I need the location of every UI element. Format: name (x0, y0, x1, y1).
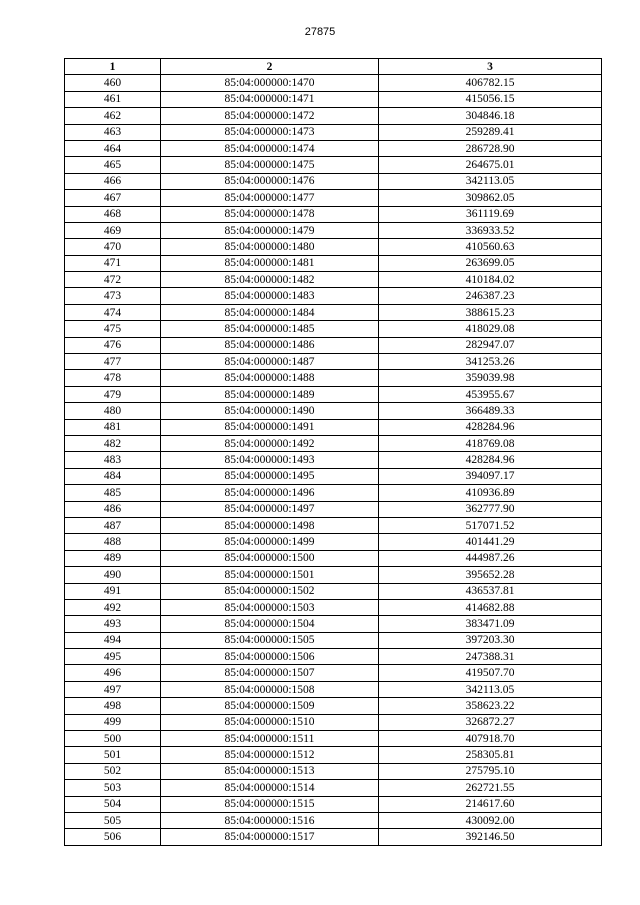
row-number-cell: 481 (65, 419, 161, 435)
table-row (65, 665, 602, 681)
table-row (65, 304, 602, 320)
cadastral-number-cell: 85:04:000000:1501 (161, 567, 379, 583)
table-row (65, 812, 602, 828)
value-cell: 361119.69 (379, 206, 602, 222)
row-number-cell: 462 (65, 108, 161, 124)
table-row (65, 501, 602, 517)
row-number-cell: 480 (65, 403, 161, 419)
cadastral-number-cell: 85:04:000000:1502 (161, 583, 379, 599)
row-number-cell: 496 (65, 665, 161, 681)
row-number-cell: 495 (65, 649, 161, 665)
table-row (65, 796, 602, 812)
value-cell: 418029.08 (379, 321, 602, 337)
page-number: 27875 (304, 26, 336, 38)
row-number-cell: 490 (65, 567, 161, 583)
cadastral-number-cell: 85:04:000000:1488 (161, 370, 379, 386)
row-number-cell: 467 (65, 190, 161, 206)
table-row (65, 75, 602, 91)
row-number-cell: 478 (65, 370, 161, 386)
column-header-3: 3 (379, 59, 602, 75)
row-number-cell: 469 (65, 222, 161, 238)
cadastral-number-cell: 85:04:000000:1515 (161, 796, 379, 812)
cadastral-number-cell: 85:04:000000:1492 (161, 435, 379, 451)
value-cell: 358623.22 (379, 698, 602, 714)
cadastral-number-cell: 85:04:000000:1470 (161, 75, 379, 91)
row-number-cell: 484 (65, 468, 161, 484)
cadastral-number-cell: 85:04:000000:1472 (161, 108, 379, 124)
cadastral-number-cell: 85:04:000000:1489 (161, 386, 379, 402)
data-table (64, 58, 602, 846)
value-cell: 214617.60 (379, 796, 602, 812)
table-row (65, 567, 602, 583)
row-number-cell: 476 (65, 337, 161, 353)
table-row (65, 157, 602, 173)
value-cell: 401441.29 (379, 534, 602, 550)
value-cell: 392146.50 (379, 829, 602, 845)
row-number-cell: 487 (65, 517, 161, 533)
row-number-cell: 461 (65, 91, 161, 107)
value-cell: 415056.15 (379, 91, 602, 107)
cadastral-number-cell: 85:04:000000:1486 (161, 337, 379, 353)
row-number-cell: 475 (65, 321, 161, 337)
row-number-cell: 491 (65, 583, 161, 599)
value-cell: 286728.90 (379, 140, 602, 156)
cadastral-number-cell: 85:04:000000:1506 (161, 649, 379, 665)
cadastral-number-cell: 85:04:000000:1514 (161, 780, 379, 796)
value-cell: 406782.15 (379, 75, 602, 91)
table-row (65, 288, 602, 304)
cadastral-number-cell: 85:04:000000:1483 (161, 288, 379, 304)
cadastral-number-cell: 85:04:000000:1498 (161, 517, 379, 533)
row-number-cell: 460 (65, 75, 161, 91)
value-cell: 410936.89 (379, 485, 602, 501)
value-cell: 436537.81 (379, 583, 602, 599)
cadastral-number-cell: 85:04:000000:1491 (161, 419, 379, 435)
table-row (65, 190, 602, 206)
cadastral-number-cell: 85:04:000000:1471 (161, 91, 379, 107)
value-cell: 282947.07 (379, 337, 602, 353)
cadastral-number-cell: 85:04:000000:1495 (161, 468, 379, 484)
table-row (65, 419, 602, 435)
table-row (65, 173, 602, 189)
row-number-cell: 463 (65, 124, 161, 140)
table-row (65, 583, 602, 599)
value-cell: 259289.41 (379, 124, 602, 140)
cadastral-number-cell: 85:04:000000:1509 (161, 698, 379, 714)
cadastral-number-cell: 85:04:000000:1475 (161, 157, 379, 173)
table-row (65, 354, 602, 370)
cadastral-number-cell: 85:04:000000:1516 (161, 812, 379, 828)
table-row (65, 534, 602, 550)
cadastral-number-cell: 85:04:000000:1481 (161, 255, 379, 271)
table-row (65, 386, 602, 402)
table-row (65, 124, 602, 140)
cadastral-number-cell: 85:04:000000:1510 (161, 714, 379, 730)
row-number-cell: 464 (65, 140, 161, 156)
value-cell: 410184.02 (379, 272, 602, 288)
row-number-cell: 470 (65, 239, 161, 255)
table-row (65, 698, 602, 714)
value-cell: 395652.28 (379, 567, 602, 583)
value-cell: 336933.52 (379, 222, 602, 238)
value-cell: 342113.05 (379, 173, 602, 189)
table-row (65, 632, 602, 648)
table-row (65, 140, 602, 156)
value-cell: 366489.33 (379, 403, 602, 419)
value-cell: 444987.26 (379, 550, 602, 566)
row-number-cell: 499 (65, 714, 161, 730)
row-number-cell: 477 (65, 354, 161, 370)
table-row (65, 272, 602, 288)
row-number-cell: 468 (65, 206, 161, 222)
table-row (65, 222, 602, 238)
value-cell: 309862.05 (379, 190, 602, 206)
cadastral-number-cell: 85:04:000000:1480 (161, 239, 379, 255)
row-number-cell: 506 (65, 829, 161, 845)
table-row (65, 714, 602, 730)
value-cell: 246387.23 (379, 288, 602, 304)
cadastral-number-cell: 85:04:000000:1487 (161, 354, 379, 370)
value-cell: 342113.05 (379, 681, 602, 697)
table-header-row (65, 59, 602, 75)
cadastral-number-cell: 85:04:000000:1485 (161, 321, 379, 337)
table-row (65, 485, 602, 501)
value-cell: 517071.52 (379, 517, 602, 533)
row-number-cell: 500 (65, 731, 161, 747)
table-row (65, 747, 602, 763)
value-cell: 428284.96 (379, 419, 602, 435)
cadastral-number-cell: 85:04:000000:1473 (161, 124, 379, 140)
row-number-cell: 494 (65, 632, 161, 648)
value-cell: 453955.67 (379, 386, 602, 402)
value-cell: 341253.26 (379, 354, 602, 370)
value-cell: 394097.17 (379, 468, 602, 484)
cadastral-number-cell: 85:04:000000:1482 (161, 272, 379, 288)
table-row (65, 616, 602, 632)
value-cell: 359039.98 (379, 370, 602, 386)
column-header-2: 2 (161, 59, 379, 75)
cadastral-number-cell: 85:04:000000:1493 (161, 452, 379, 468)
value-cell: 383471.09 (379, 616, 602, 632)
table-row (65, 337, 602, 353)
row-number-cell: 486 (65, 501, 161, 517)
cadastral-number-cell: 85:04:000000:1511 (161, 731, 379, 747)
table-row (65, 206, 602, 222)
row-number-cell: 501 (65, 747, 161, 763)
row-number-cell: 483 (65, 452, 161, 468)
table-row (65, 731, 602, 747)
row-number-cell: 497 (65, 681, 161, 697)
value-cell: 414682.88 (379, 599, 602, 615)
table-row (65, 599, 602, 615)
cadastral-number-cell: 85:04:000000:1500 (161, 550, 379, 566)
cadastral-number-cell: 85:04:000000:1499 (161, 534, 379, 550)
cadastral-number-cell: 85:04:000000:1490 (161, 403, 379, 419)
table-body (65, 75, 602, 845)
row-number-cell: 482 (65, 435, 161, 451)
cadastral-number-cell: 85:04:000000:1508 (161, 681, 379, 697)
value-cell: 430092.00 (379, 812, 602, 828)
cadastral-number-cell: 85:04:000000:1479 (161, 222, 379, 238)
table-row (65, 829, 602, 845)
value-cell: 419507.70 (379, 665, 602, 681)
value-cell: 262721.55 (379, 780, 602, 796)
cadastral-number-cell: 85:04:000000:1496 (161, 485, 379, 501)
value-cell: 418769.08 (379, 435, 602, 451)
value-cell: 275795.10 (379, 763, 602, 779)
table-row (65, 239, 602, 255)
table-row (65, 649, 602, 665)
cadastral-number-cell: 85:04:000000:1497 (161, 501, 379, 517)
value-cell: 258305.81 (379, 747, 602, 763)
table-row (65, 435, 602, 451)
table-row (65, 370, 602, 386)
row-number-cell: 471 (65, 255, 161, 271)
cadastral-number-cell: 85:04:000000:1503 (161, 599, 379, 615)
table-row (65, 255, 602, 271)
table-row (65, 780, 602, 796)
table-row (65, 468, 602, 484)
row-number-cell: 492 (65, 599, 161, 615)
table-row (65, 91, 602, 107)
value-cell: 264675.01 (379, 157, 602, 173)
row-number-cell: 505 (65, 812, 161, 828)
value-cell: 362777.90 (379, 501, 602, 517)
row-number-cell: 473 (65, 288, 161, 304)
row-number-cell: 488 (65, 534, 161, 550)
row-number-cell: 498 (65, 698, 161, 714)
table-row (65, 452, 602, 468)
row-number-cell: 479 (65, 386, 161, 402)
row-number-cell: 502 (65, 763, 161, 779)
value-cell: 326872.27 (379, 714, 602, 730)
cadastral-number-cell: 85:04:000000:1512 (161, 747, 379, 763)
value-cell: 263699.05 (379, 255, 602, 271)
cadastral-number-cell: 85:04:000000:1476 (161, 173, 379, 189)
row-number-cell: 489 (65, 550, 161, 566)
table-row (65, 763, 602, 779)
row-number-cell: 493 (65, 616, 161, 632)
cadastral-number-cell: 85:04:000000:1504 (161, 616, 379, 632)
cadastral-number-cell: 85:04:000000:1513 (161, 763, 379, 779)
table-header (65, 59, 602, 75)
column-header-1: 1 (65, 59, 161, 75)
table-row (65, 321, 602, 337)
cadastral-number-cell: 85:04:000000:1478 (161, 206, 379, 222)
cadastral-number-cell: 85:04:000000:1474 (161, 140, 379, 156)
value-cell: 397203.30 (379, 632, 602, 648)
value-cell: 247388.31 (379, 649, 602, 665)
value-cell: 388615.23 (379, 304, 602, 320)
table-row (65, 550, 602, 566)
row-number-cell: 472 (65, 272, 161, 288)
cadastral-number-cell: 85:04:000000:1507 (161, 665, 379, 681)
value-cell: 428284.96 (379, 452, 602, 468)
table-row (65, 517, 602, 533)
cadastral-number-cell: 85:04:000000:1484 (161, 304, 379, 320)
row-number-cell: 466 (65, 173, 161, 189)
cadastral-number-cell: 85:04:000000:1477 (161, 190, 379, 206)
row-number-cell: 504 (65, 796, 161, 812)
value-cell: 304846.18 (379, 108, 602, 124)
cadastral-number-cell: 85:04:000000:1517 (161, 829, 379, 845)
row-number-cell: 485 (65, 485, 161, 501)
value-cell: 410560.63 (379, 239, 602, 255)
table-row (65, 403, 602, 419)
table-row (65, 108, 602, 124)
table-row (65, 681, 602, 697)
value-cell: 407918.70 (379, 731, 602, 747)
row-number-cell: 503 (65, 780, 161, 796)
row-number-cell: 465 (65, 157, 161, 173)
row-number-cell: 474 (65, 304, 161, 320)
cadastral-number-cell: 85:04:000000:1505 (161, 632, 379, 648)
